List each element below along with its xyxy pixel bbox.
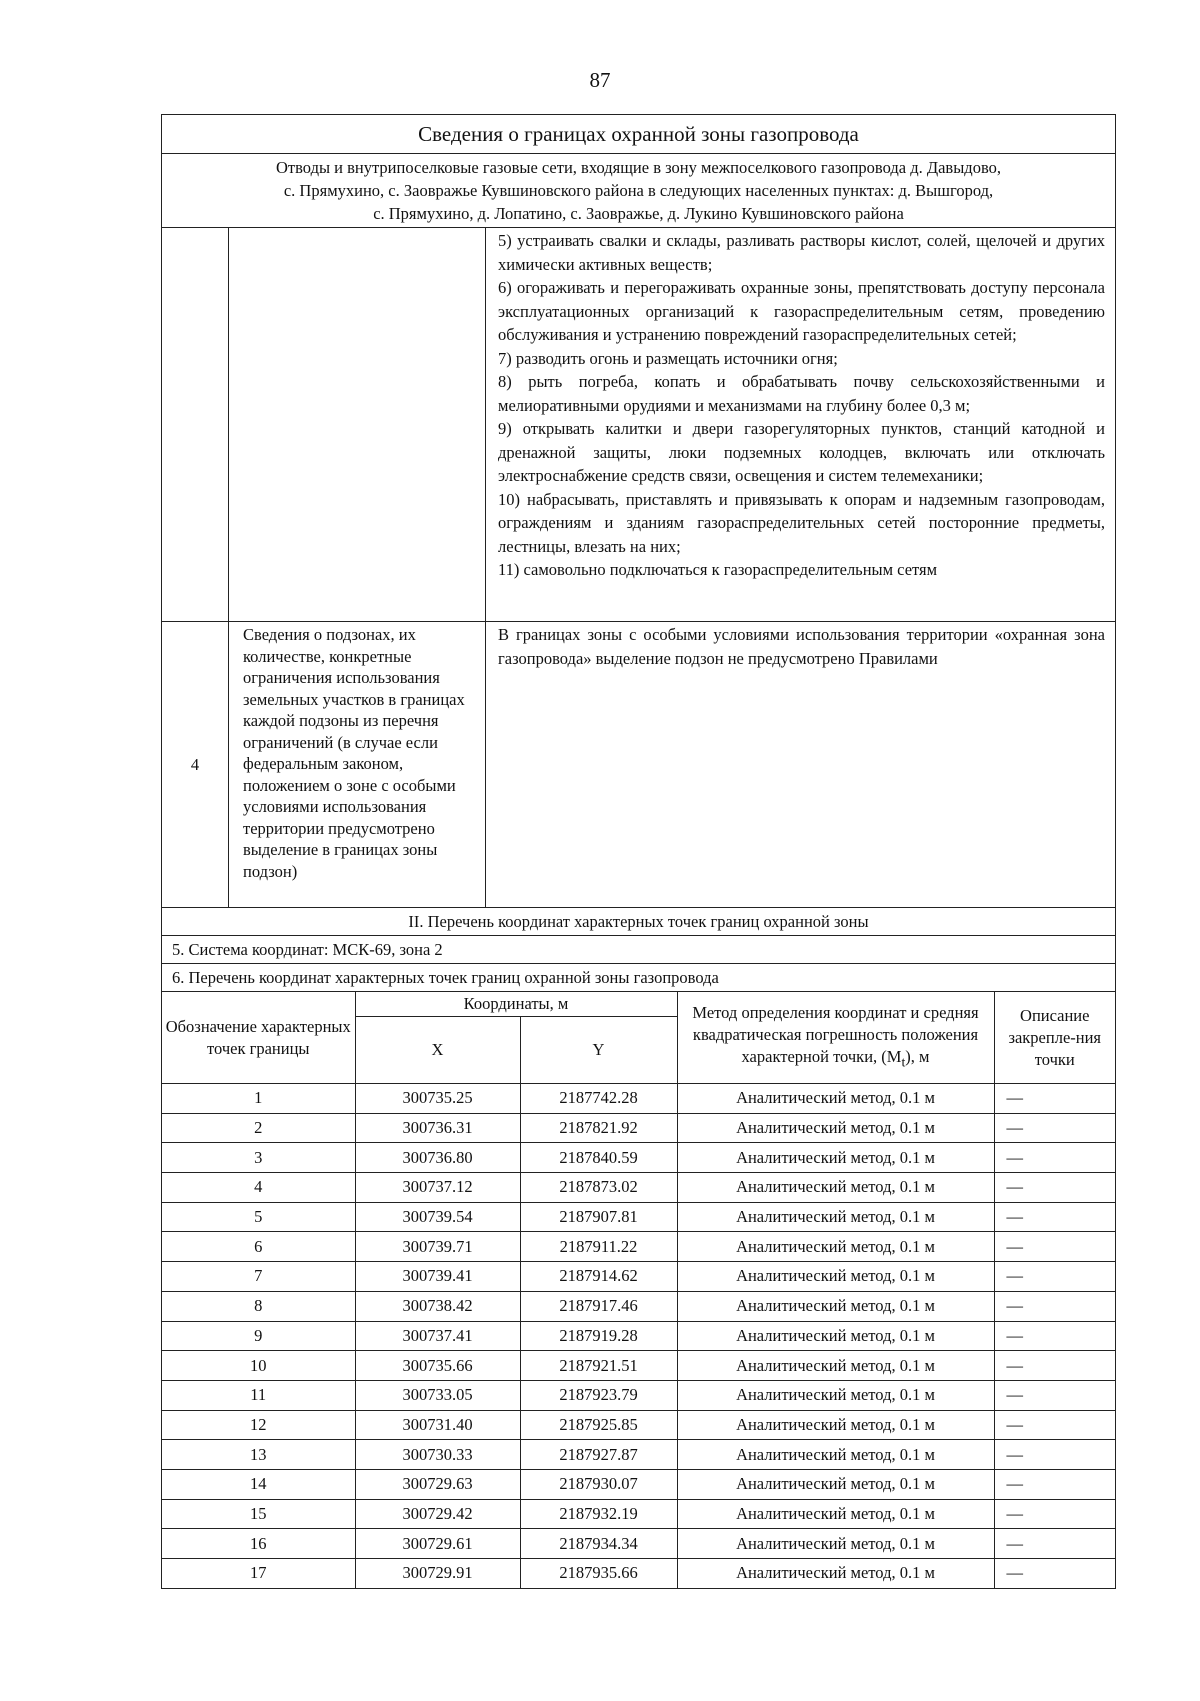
x-cell: 300729.42 xyxy=(355,1499,520,1529)
table-row xyxy=(162,1262,1115,1292)
table-row xyxy=(162,1351,1115,1381)
header-x: X xyxy=(355,1017,520,1084)
restriction-item: 11) самовольно подключаться к газораспределительным сетям xyxy=(498,560,938,579)
method-cell: Аналитический метод, 0.1 м xyxy=(677,1291,994,1321)
x-cell: 300731.40 xyxy=(355,1410,520,1440)
y-cell: 2187919.28 xyxy=(520,1321,677,1351)
point-number-cell: 9 xyxy=(162,1321,355,1351)
y-cell: 2187742.28 xyxy=(520,1084,677,1114)
document-subtitle xyxy=(162,153,1115,227)
point-number-cell: 15 xyxy=(162,1499,355,1529)
description-cell: — xyxy=(994,1380,1115,1410)
description-cell: — xyxy=(994,1529,1115,1559)
coordinates-body xyxy=(162,1084,1115,1588)
x-cell: 300729.61 xyxy=(355,1529,520,1559)
y-cell: 2187873.02 xyxy=(520,1173,677,1203)
table-row xyxy=(162,1173,1115,1203)
subzones-row xyxy=(162,621,1115,907)
description-cell: — xyxy=(994,1440,1115,1470)
x-cell: 300735.66 xyxy=(355,1351,520,1381)
subzones-label: Сведения о подзонах, их количестве, конкретные ограничения использования земельных участков в границах каждой подзоны из перечня ограничений (в случае если федеральным законом, положением о зоне с особыми условиями использования территории предусмотрено выделение в границах зоны подзон) xyxy=(229,622,486,907)
y-cell: 2187930.07 xyxy=(520,1469,677,1499)
coordinates-table-wrapper xyxy=(162,991,1115,1588)
method-cell: Аналитический метод, 0.1 м xyxy=(677,1143,994,1173)
description-cell: — xyxy=(994,1262,1115,1292)
x-cell: 300729.63 xyxy=(355,1469,520,1499)
y-cell: 2187934.34 xyxy=(520,1529,677,1559)
method-cell: Аналитический метод, 0.1 м xyxy=(677,1202,994,1232)
description-cell: — xyxy=(994,1321,1115,1351)
row-label-cell-empty xyxy=(229,228,486,621)
table-row xyxy=(162,1469,1115,1499)
zone-info-sheet xyxy=(161,114,1116,1589)
restriction-item: 9) открывать калитки и двери газорегуляторных пунктов, станций катодной и дренажной защиты, люки подземных колодцев, включать или отключать электроснабжение средств связи, освещения и систем телемеханики; xyxy=(498,419,1105,485)
table-row xyxy=(162,1440,1115,1470)
description-cell: — xyxy=(994,1173,1115,1203)
method-cell: Аналитический метод, 0.1 м xyxy=(677,1262,994,1292)
coordinate-system: 5. Система координат: МСК-69, зона 2 xyxy=(162,935,1115,963)
y-cell: 2187907.81 xyxy=(520,1202,677,1232)
x-cell: 300730.33 xyxy=(355,1440,520,1470)
method-cell: Аналитический метод, 0.1 м xyxy=(677,1529,994,1559)
method-cell: Аналитический метод, 0.1 м xyxy=(677,1469,994,1499)
header-method: Метод определения координат и средняя квадратическая погрешность положения характерной точки, $(M_t)$, м xyxy=(677,992,994,1084)
y-cell: 2187921.51 xyxy=(520,1351,677,1381)
subzones-number xyxy=(162,622,229,907)
point-number-cell: 17 xyxy=(162,1559,355,1588)
subzones-value: В границах зоны с особыми условиями использования территории «охранная зона газопровода» выделение подзон не предусмотрено Правилами xyxy=(498,625,1105,668)
x-cell: 300739.41 xyxy=(355,1262,520,1292)
x-cell: 300738.42 xyxy=(355,1291,520,1321)
restriction-item: 6) огораживать и перегораживать охранные зоны, препятствовать доступу персонала эксплуатационных организаций к газораспределительным сетям, проведению обслуживания и устранению повреждений газораспределительных сетей; xyxy=(498,278,1105,344)
point-number-cell: 13 xyxy=(162,1440,355,1470)
method-cell: Аналитический метод, 0.1 м xyxy=(677,1084,994,1114)
header-coords: Координаты, м xyxy=(355,992,677,1017)
y-cell: 2187840.59 xyxy=(520,1143,677,1173)
point-number-cell: 5 xyxy=(162,1202,355,1232)
description-cell: — xyxy=(994,1113,1115,1143)
x-cell: 300737.41 xyxy=(355,1321,520,1351)
table-row xyxy=(162,1499,1115,1529)
subtitle-line: с. Прямухино, с. Заовражье Кувшиновского района в следующих населенных пунктах: д. Вышгород, xyxy=(283,181,994,200)
document-title: Сведения о границах охранной зоны газопровода xyxy=(418,122,859,146)
y-cell: 2187911.22 xyxy=(520,1232,677,1262)
method-cell: Аналитический метод, 0.1 м xyxy=(677,1351,994,1381)
x-cell: 300736.31 xyxy=(355,1113,520,1143)
header-description: Описание закрепле-ния точки xyxy=(994,992,1115,1084)
table-row xyxy=(162,1529,1115,1559)
restriction-item: 8) рыть погреба, копать и обрабатывать почву сельскохозяйственными и мелиоративными орудиями и механизмами на глубину более 0,3 м; xyxy=(498,372,1105,415)
table-row xyxy=(162,1113,1115,1143)
y-cell: 2187821.92 xyxy=(520,1113,677,1143)
point-number-cell: 7 xyxy=(162,1262,355,1292)
x-cell: 300739.54 xyxy=(355,1202,520,1232)
method-cell: Аналитический метод, 0.1 м xyxy=(677,1410,994,1440)
page-number: 87 xyxy=(589,68,611,92)
description-cell: — xyxy=(994,1232,1115,1262)
point-number-cell: 4 xyxy=(162,1173,355,1203)
description-cell: — xyxy=(994,1143,1115,1173)
x-cell: 300737.12 xyxy=(355,1173,520,1203)
point-number-cell: 10 xyxy=(162,1351,355,1381)
restriction-item: 5) устраивать свалки и склады, разливать растворы кислот, солей, щелочей и других химически активных веществ; xyxy=(498,231,1105,274)
y-cell: 2187914.62 xyxy=(520,1262,677,1292)
point-number-cell: 8 xyxy=(162,1291,355,1321)
restrictions-list xyxy=(486,228,1115,621)
method-cell: Аналитический метод, 0.1 м xyxy=(677,1321,994,1351)
restriction-item: 10) набрасывать, приставлять и привязывать к опорам и надземным газопроводам, ограждениям и зданиям газораспределительных сетей посторонние предметы, лестницы, влезать на них; xyxy=(498,489,1105,556)
y-cell: 2187932.19 xyxy=(520,1499,677,1529)
header-point: Обозначение характерных точек границы xyxy=(162,992,355,1084)
header-y: Y xyxy=(520,1017,677,1084)
subtitle-line: с. Прямухино, д. Лопатино, с. Заовражье, д. Лукино Кувшиновского района xyxy=(373,204,904,223)
restrictions-continued-row xyxy=(162,227,1115,621)
section-2-title: II. Перечень координат характерных точек границ охранной зоны xyxy=(162,907,1115,935)
row-number-cell-empty xyxy=(162,228,229,621)
method-cell: Аналитический метод, 0.1 м xyxy=(677,1499,994,1529)
table-row xyxy=(162,1410,1115,1440)
method-cell: Аналитический метод, 0.1 м xyxy=(677,1173,994,1203)
description-cell: — xyxy=(994,1351,1115,1381)
method-cell: Аналитический метод, 0.1 м xyxy=(677,1559,994,1588)
point-number-cell: 3 xyxy=(162,1143,355,1173)
point-number-cell: 14 xyxy=(162,1469,355,1499)
x-cell: 300735.25 xyxy=(355,1084,520,1114)
method-cell: Аналитический метод, 0.1 м xyxy=(677,1380,994,1410)
table-row xyxy=(162,1380,1115,1410)
point-number-cell: 2 xyxy=(162,1113,355,1143)
description-cell: — xyxy=(994,1084,1115,1114)
point-number-cell: 6 xyxy=(162,1232,355,1262)
y-cell: 2187917.46 xyxy=(520,1291,677,1321)
table-row xyxy=(162,1321,1115,1351)
x-cell: 300733.05 xyxy=(355,1380,520,1410)
description-cell: — xyxy=(994,1499,1115,1529)
description-cell: — xyxy=(994,1410,1115,1440)
point-number-cell: 11 xyxy=(162,1380,355,1410)
table-row xyxy=(162,1232,1115,1262)
description-cell: — xyxy=(994,1469,1115,1499)
coordinate-list-title: 6. Перечень координат характерных точек границ охранной зоны газопровода xyxy=(162,963,1115,991)
x-cell: 300736.80 xyxy=(355,1143,520,1173)
table-row xyxy=(162,1559,1115,1588)
method-cell: Аналитический метод, 0.1 м xyxy=(677,1113,994,1143)
method-cell: Аналитический метод, 0.1 м xyxy=(677,1232,994,1262)
x-cell: 300739.71 xyxy=(355,1232,520,1262)
coordinates-table xyxy=(162,992,1115,1588)
point-number-cell: 12 xyxy=(162,1410,355,1440)
subzones-number-text: 4 xyxy=(190,754,200,774)
table-row xyxy=(162,1143,1115,1173)
table-row xyxy=(162,1084,1115,1114)
subtitle-line: Отводы и внутрипоселковые газовые сети, входящие в зону межпоселкового газопровода д. Давыдово, xyxy=(275,158,1002,177)
description-cell: — xyxy=(994,1291,1115,1321)
y-cell: 2187927.87 xyxy=(520,1440,677,1470)
restriction-item: 7) разводить огонь и размещать источники огня; xyxy=(498,348,838,368)
description-cell: — xyxy=(994,1202,1115,1232)
y-cell: 2187923.79 xyxy=(520,1380,677,1410)
x-cell: 300729.91 xyxy=(355,1559,520,1588)
point-number-cell: 16 xyxy=(162,1529,355,1559)
y-cell: 2187925.85 xyxy=(520,1410,677,1440)
method-cell: Аналитический метод, 0.1 м xyxy=(677,1440,994,1470)
description-cell: — xyxy=(994,1559,1115,1588)
table-row xyxy=(162,1291,1115,1321)
y-cell: 2187935.66 xyxy=(520,1559,677,1588)
point-number-cell: 1 xyxy=(162,1084,355,1114)
table-row xyxy=(162,1202,1115,1232)
